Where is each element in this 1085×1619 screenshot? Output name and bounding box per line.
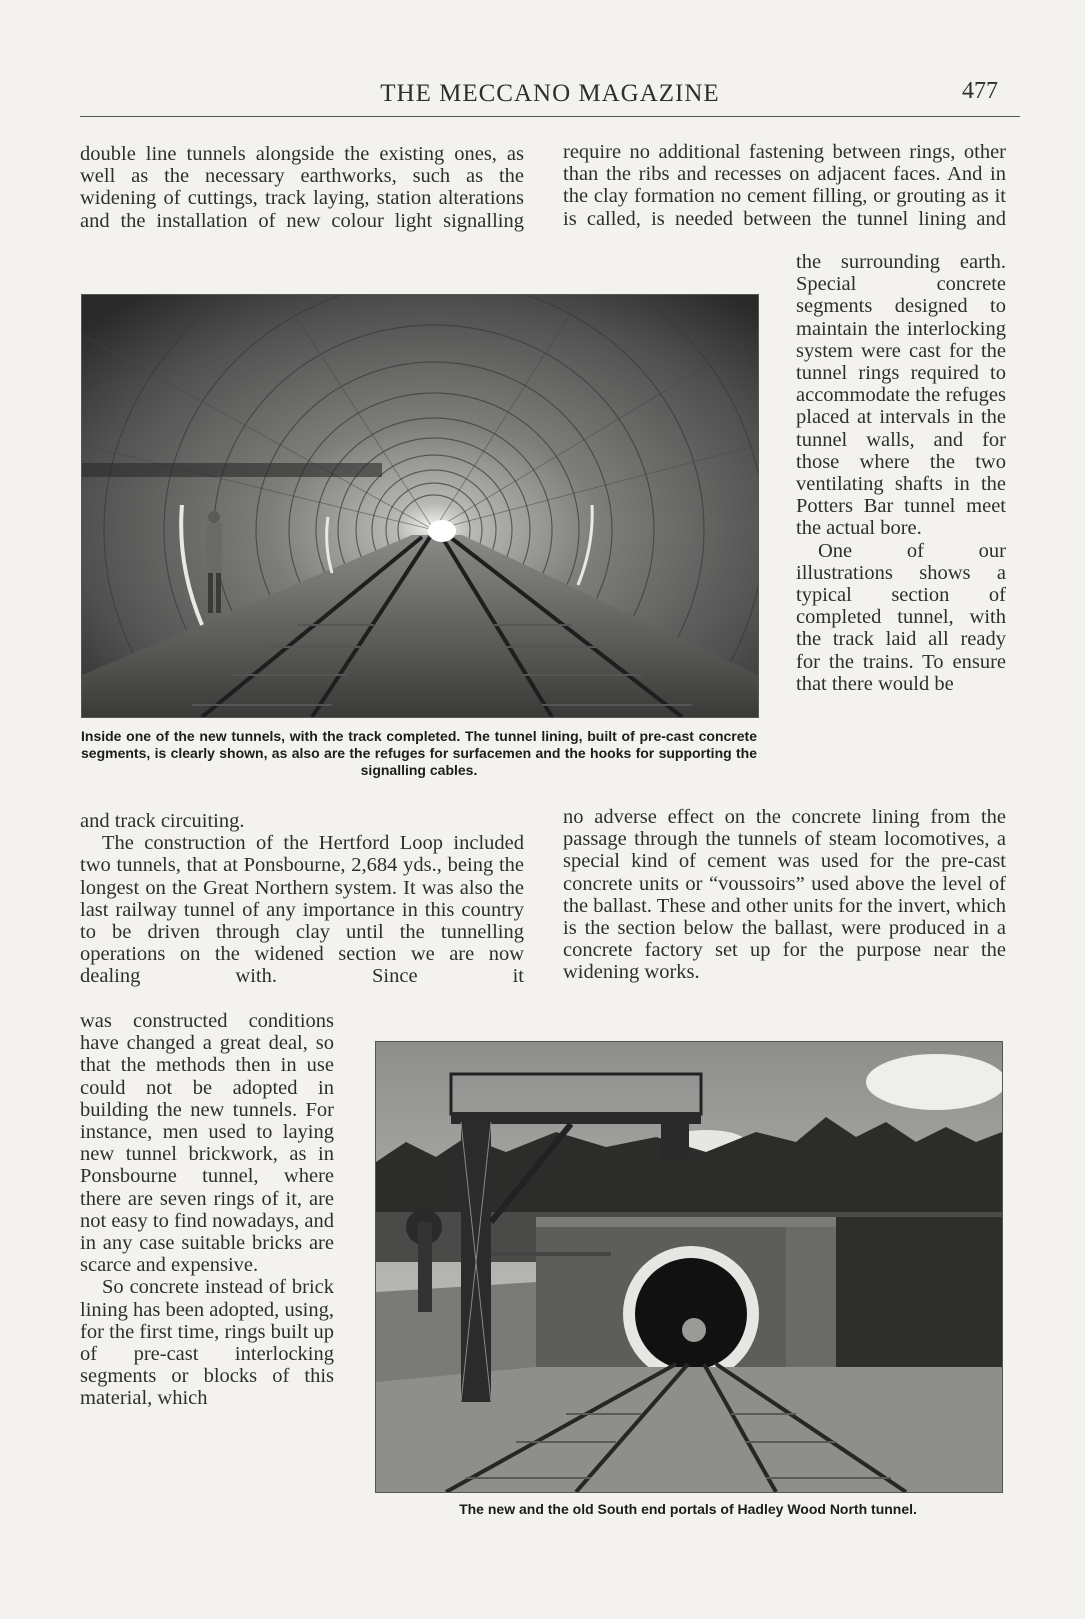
paragraph: One of our illustrations shows a typical section of completed tunnel, with the track laid all ready for the trains. To ensure that there would be [796, 539, 1006, 695]
right-narrow-text [796, 251, 1006, 695]
tunnel-interior-photo [81, 294, 759, 718]
paragraph: So concrete instead of brick lining has been adopted, using, for the first time, rings built up of pre-cast interlocking segments or blocks of this material, which [80, 1276, 334, 1410]
paragraph: double line tunnels alongside the existing ones, as well as the necessary earthworks, such as the widening of cuttings, track laying, station alterations and the installation of new colour light signalling [80, 143, 524, 232]
paragraph: require no additional fastening between rings, other than the ribs and recesses on adjacent faces. And in the clay formation no cement filling, or grouting as it is called, is needed between the tunnel lining and [563, 141, 1006, 230]
paragraph: the surrounding earth. Special concrete segments designed to maintain the interlocking system were cast for the tunnel rings required to accommodate the refuges placed at intervals in the tunnel walls, and for those where the two ventilating shafts in the Potters Bar tunnel meet the actual bore. [796, 251, 1006, 540]
page-header [80, 76, 1020, 117]
paragraph: and track circuiting. [80, 810, 245, 832]
column-2-mid-text [563, 806, 1006, 984]
left-narrow-text [80, 1010, 334, 1410]
page-number: 477 [962, 78, 998, 104]
photo-2-caption: The new and the old South end portals of Hadley Wood North tunnel. [459, 1501, 917, 1517]
column-1-mid-text [80, 810, 524, 988]
column-2-top-text [563, 141, 1006, 230]
magazine-title: THE MECCANO MAGAZINE [380, 80, 720, 107]
paragraph: no adverse effect on the concrete lining from the passage through the tunnels of steam locomotives, a special kind of cement was used for the pre-cast concrete units or “voussoirs” used above the level of the ballast. These and other units for the invert, which is the section below the ballast, were produced in a concrete factory set up for the purpose near the widening works. [563, 806, 1006, 984]
photo-1-caption: Inside one of the new tunnels, with the track completed. The tunnel lining, built of pre-cast concrete segments, is clearly shown, as also are the refuges for surfacemen and the hooks for supporting the signalling cables. [81, 728, 757, 778]
paragraph: The construction of the Hertford Loop included two tunnels, that at Ponsbourne, 2,684 yds., being the longest on the Great Northern system. It was also the last railway tunnel of any importance in this country to be driven through clay until the tunnelling operations on the widened section we are now dealing with. Since it [80, 832, 524, 988]
tunnel-portal-photo [375, 1041, 1003, 1493]
paragraph: was constructed conditions have changed a great deal, so that the methods then in use could not be adopted in building the new tunnels. For instance, men used to laying new tunnel brickwork, as in Ponsbourne tunnel, where there are seven rings of it, are not easy to find nowadays, and in any case suitable bricks are scarce and expensive. [80, 1010, 334, 1277]
column-1-top-text [80, 143, 524, 232]
